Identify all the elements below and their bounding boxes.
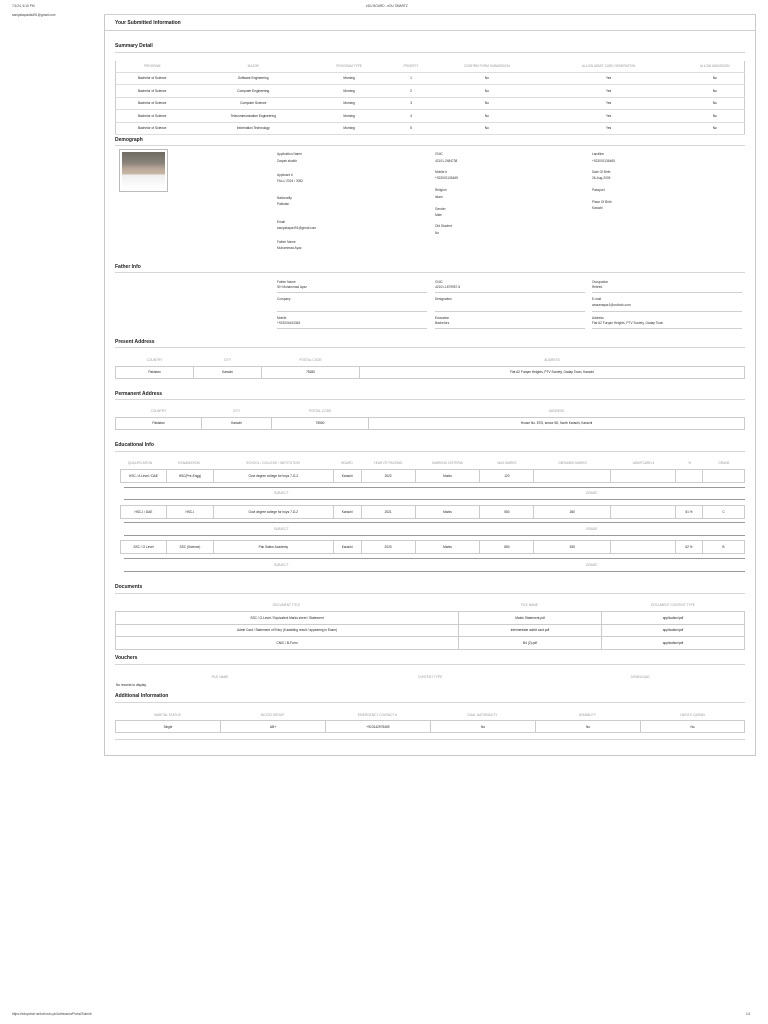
col-header: ADMITCARD # <box>632 461 655 465</box>
col-header: % <box>688 461 691 465</box>
cell <box>676 470 703 483</box>
col-header: MARITAL STATUS <box>154 713 181 717</box>
field-value: Pakistan <box>277 202 290 206</box>
table-row <box>116 72 745 85</box>
cell: Telecommunication Engineering <box>188 110 318 123</box>
cell: Morning <box>318 72 380 85</box>
col-header: BOARD <box>341 461 353 465</box>
cell: intermediate admit card.pdf <box>459 624 602 637</box>
cell: Admit Card / Statement of Entry (if awaiting result / appearing in Exam) <box>116 624 459 637</box>
col-header: ALLOW ADMIT CARD GENERATION <box>532 61 686 72</box>
cell: 2022 <box>361 470 415 483</box>
field-label: Landline <box>592 152 605 156</box>
col-header: DUAL NATIONALITY <box>467 713 498 717</box>
col-header: PRIORITY <box>380 61 442 72</box>
cell: AB+ <box>221 721 326 733</box>
cell: Marks <box>415 541 480 554</box>
field-label: Father Name <box>277 280 296 284</box>
cell: No <box>686 122 745 135</box>
table-row <box>116 85 745 98</box>
divider <box>115 52 745 53</box>
cell: Yes <box>532 97 686 110</box>
divider <box>104 30 756 31</box>
divider <box>592 328 742 329</box>
col-header: ADDRESS <box>548 408 565 413</box>
field-label: Designation <box>435 297 452 301</box>
table-row <box>121 506 745 519</box>
field-value: Flat A2 Furqan Heights, PTV Society, Gadap Town <box>592 321 664 325</box>
field-label: Email <box>277 220 285 224</box>
cell: No <box>686 72 745 85</box>
field-label: CNIC <box>435 152 443 156</box>
cell: 75280 <box>262 366 360 378</box>
col-header: ALLOW ADMISSION <box>686 61 745 72</box>
cell <box>611 541 676 554</box>
cell: Bachelor of Science <box>116 97 189 110</box>
cell: Software Engineering <box>188 72 318 85</box>
cell: 1 <box>380 72 442 85</box>
field-value: amaanayaz1@outlook.com <box>592 303 631 307</box>
divider <box>115 399 745 400</box>
divider <box>115 739 745 740</box>
table-row <box>116 110 745 123</box>
section-title-father: Father Info <box>115 264 141 270</box>
field-value: +923001136465 <box>435 176 458 180</box>
cell: Karachi <box>333 506 361 519</box>
cell: application/pdf <box>602 612 745 625</box>
education-header-row <box>115 458 745 468</box>
page-number: 1/1 <box>746 1012 751 1016</box>
cell: Pak Salem Academy <box>213 541 333 554</box>
cell: B <box>702 541 744 554</box>
cell: C <box>702 506 744 519</box>
cell: Yes <box>532 85 686 98</box>
section-title-vouchers: Vouchers <box>115 655 138 661</box>
cell: No <box>431 721 536 733</box>
summary-table <box>115 61 745 135</box>
cell: Karachi <box>202 417 272 429</box>
cell <box>611 506 676 519</box>
cell: No <box>686 97 745 110</box>
education-row <box>120 540 745 554</box>
cell <box>702 470 744 483</box>
cell: 4 <box>380 110 442 123</box>
cell <box>534 470 611 483</box>
field-label: Gender <box>435 207 446 211</box>
cell: HSC-I <box>166 506 213 519</box>
cell: Karachi <box>333 470 361 483</box>
sub-header-grade: GRADE <box>586 491 598 495</box>
cell: Matric Statement.pdf <box>459 612 602 625</box>
col-header: PROGRAM TYPE <box>318 61 380 72</box>
field-label: Occupation <box>592 280 609 284</box>
field-value: 42101-1879957-5 <box>435 285 461 289</box>
divider <box>124 487 745 488</box>
cell: HSC-I / DAE <box>121 506 167 519</box>
col-header: POSTAL CODE <box>299 357 322 362</box>
cell: Govt degree college for boys 7-D-2 <box>213 470 333 483</box>
divider <box>124 499 745 500</box>
divider <box>592 292 742 293</box>
print-datetime: 7/1/24, 6:15 PM <box>12 4 35 8</box>
divider <box>435 292 585 293</box>
print-title: eDU BOARD - eDU SMARTZ <box>366 4 408 8</box>
documents-rows <box>115 611 745 650</box>
field-label: Mobile # <box>435 170 448 174</box>
cell <box>611 470 676 483</box>
divider <box>115 272 745 273</box>
divider <box>435 311 585 312</box>
cell: Bachelor of Science <box>116 122 189 135</box>
section-title-demograph: Demograph <box>115 137 143 143</box>
table-row <box>116 721 745 733</box>
field-value: No <box>435 231 440 235</box>
cell: Computer Science <box>188 97 318 110</box>
cell: Pakistan <box>116 417 202 429</box>
field-value: SH Muhammad Ayaz <box>277 285 307 289</box>
cell: No <box>442 72 532 85</box>
sub-header-subject: SUBJECT <box>274 491 289 495</box>
divider <box>124 571 745 572</box>
col-header: EXAMINATION <box>178 461 200 465</box>
cell: 535 <box>534 541 611 554</box>
divider <box>592 311 742 312</box>
education-row <box>120 469 745 483</box>
field-value: +923004434363 <box>277 321 301 325</box>
cell: Yes <box>532 110 686 123</box>
cell: Morning <box>318 122 380 135</box>
col-header: MAJOR <box>188 61 318 72</box>
divider <box>277 311 427 312</box>
cell: 2020 <box>361 541 415 554</box>
divider <box>115 145 745 146</box>
cell: Morning <box>318 97 380 110</box>
section-title-summary: Summary Detail <box>115 43 153 49</box>
cell: +923142975459 <box>326 721 431 733</box>
field-label: Company <box>277 297 291 301</box>
cell: 5 <box>380 122 442 135</box>
cell: Information Technology <box>188 122 318 135</box>
col-header: MAX MARKS <box>497 461 517 465</box>
col-header: CITY <box>223 357 232 362</box>
cell: Computer Engineering <box>188 85 318 98</box>
col-header: FILE NAME <box>211 674 229 679</box>
cell: Morning <box>318 85 380 98</box>
panel-top-line <box>104 14 756 15</box>
col-header: COUNTRY <box>146 357 163 362</box>
cell: 3 <box>380 97 442 110</box>
cell: No <box>686 110 745 123</box>
field-value: Male <box>435 213 442 217</box>
field-label: Passport <box>592 188 605 192</box>
table-row <box>116 612 745 625</box>
col-header: DOWNLOAD <box>630 674 650 679</box>
cell: No <box>442 110 532 123</box>
field-value: +923001136465 <box>592 159 615 163</box>
present-address-table <box>115 354 745 379</box>
field-label: Date Of Birth <box>592 170 611 174</box>
divider <box>115 347 745 348</box>
cell: application/pdf <box>602 637 745 650</box>
cell: 75500 <box>272 417 369 429</box>
divider <box>124 522 745 523</box>
cell: No <box>442 97 532 110</box>
table-row <box>116 97 745 110</box>
field-label: Old Student <box>435 224 452 228</box>
cell: Single <box>116 721 221 733</box>
cell: Bachelor of Science <box>116 110 189 123</box>
cell: House No. 87/5, sector 5D, North Karachi, Karachi <box>369 417 745 429</box>
cell: 51 % <box>676 506 703 519</box>
cell: HSC(Pre-Engg) <box>166 470 213 483</box>
table-row <box>116 624 745 637</box>
cell: B4 (2).pdf <box>459 637 602 650</box>
field-value: Bachelors <box>435 321 450 325</box>
field-value: FALL/ 2024 / 3052 <box>277 179 304 183</box>
col-header: DISABILITY <box>578 713 597 717</box>
cell: 550 <box>480 506 534 519</box>
section-title-documents: Documents <box>115 584 143 590</box>
field-value: 42101-2484738 <box>435 159 458 163</box>
cell: 2021 <box>361 506 415 519</box>
divider <box>277 292 427 293</box>
cell: SSC / O-Level / Equivalent Marks sheet / Statement <box>116 612 459 625</box>
section-title-present-address: Present Address <box>115 339 155 345</box>
table-row <box>116 417 745 429</box>
section-title-permanent-address: Permanent Address <box>115 391 163 397</box>
sub-header-grade: GRADE <box>586 563 598 567</box>
field-value: 26-Aug-2005 <box>592 176 611 180</box>
divider <box>115 451 745 452</box>
col-header: DOCUMENT TITLE <box>272 603 301 607</box>
sub-header-grade: GRADE <box>586 527 598 531</box>
cell: Bachelor of Science <box>116 72 189 85</box>
divider <box>115 664 745 665</box>
cell: CNIC / B-Form <box>116 637 459 650</box>
field-value: Muhammad Ayaz <box>277 246 302 250</box>
field-label: Nationality <box>277 196 292 200</box>
field-value: Islam <box>435 195 443 199</box>
col-header: QUALIFICATION <box>127 461 153 465</box>
section-title-additional: Additional Information <box>115 693 169 699</box>
additional-table <box>115 720 745 733</box>
cell: 280 <box>534 506 611 519</box>
cell: application/pdf <box>602 624 745 637</box>
col-header: HAFIZ E QURAN <box>680 713 705 717</box>
vouchers-empty-message: No records to display. <box>116 683 147 687</box>
cell: Pakistan <box>116 366 194 378</box>
field-value: Retired <box>592 285 603 289</box>
cell: Govt degree college for boys 7-D-2 <box>213 506 333 519</box>
field-label: Father Name <box>277 240 296 244</box>
table-row <box>116 122 745 135</box>
col-header: EMERGENCY CONTACT # <box>357 713 398 717</box>
field-label: E-mail <box>592 297 602 301</box>
cell: 120 <box>480 470 534 483</box>
col-header: CONTENT TYPE <box>417 674 443 679</box>
field-label: Religion <box>435 188 447 192</box>
divider <box>124 558 745 559</box>
cell: 850 <box>480 541 534 554</box>
cell: No <box>641 721 745 733</box>
field-label: CNIC <box>435 280 443 284</box>
col-header: BLOOD GROUP <box>260 713 285 717</box>
field-label: Address <box>592 316 604 320</box>
field-label: Mobile <box>277 316 287 320</box>
col-header: SCHOOL / COLLEGE / INSTITUTION <box>246 461 300 465</box>
field-label: Education <box>435 316 450 320</box>
cell: No <box>536 721 641 733</box>
sub-header-subject: SUBJECT <box>274 527 289 531</box>
applicant-photo <box>119 149 168 192</box>
footer-url: https://eduportal.neduet.edu.pk/Admission/Portal/Submit <box>12 1012 92 1016</box>
col-header: ADDRESS <box>544 357 560 362</box>
cell: No <box>686 85 745 98</box>
col-header: PROGRAM <box>116 61 189 72</box>
field-value: Zaryab shaikh <box>277 159 298 163</box>
col-header: FILE NAME <box>521 603 538 607</box>
documents-table <box>115 600 745 610</box>
cell: Marks <box>415 506 480 519</box>
cell: Bachelor of Science <box>116 85 189 98</box>
divider <box>115 593 745 594</box>
col-header: POSTAL CODE <box>308 408 332 413</box>
cell: Yes <box>532 72 686 85</box>
sub-header-subject: SUBJECT <box>274 563 289 567</box>
col-header: CONFIRM FORM SUBMISSION <box>442 61 532 72</box>
cell: Flat A2 Furqan Heights, PTV Society, Gadap Town, Karachi <box>360 366 745 378</box>
field-value: Karachi <box>592 206 603 210</box>
cell: No <box>442 122 532 135</box>
table-row <box>121 470 745 483</box>
field-label: Applicant # <box>277 173 293 177</box>
col-header: MARKING CRITERIA <box>432 461 463 465</box>
user-email: saniyakapadia491@gmail.com <box>12 13 56 17</box>
cell: SSC / O Level <box>121 541 167 554</box>
col-header: CITY <box>232 408 241 413</box>
col-header: OBTAINED MARKS <box>558 461 587 465</box>
col-header: YEAR OF PASSING <box>373 461 403 465</box>
field-label: Application Name <box>277 152 302 156</box>
education-row <box>120 505 745 519</box>
permanent-address-table <box>115 405 745 430</box>
divider <box>277 328 427 329</box>
field-label: Place Of Birth <box>592 200 612 204</box>
table-row <box>116 637 745 650</box>
divider <box>124 535 745 536</box>
divider <box>435 328 585 329</box>
col-header: DOCUMENT CONTENT TYPE <box>651 603 695 607</box>
col-header: COUNTRY <box>150 408 167 413</box>
cell: No <box>442 85 532 98</box>
cell: 62 % <box>676 541 703 554</box>
cell: Yes <box>532 122 686 135</box>
vouchers-table <box>115 670 745 683</box>
table-row <box>121 541 745 554</box>
col-header: GRADE <box>718 461 730 465</box>
cell: Marks <box>415 470 480 483</box>
cell: SSC (Science) <box>166 541 213 554</box>
cell: Karachi <box>194 366 262 378</box>
cell: Karachi <box>333 541 361 554</box>
section-title-education: Educational Info <box>115 442 154 448</box>
cell: Morning <box>318 110 380 123</box>
field-value: saniyakapa491@gmail.com <box>277 226 317 230</box>
divider <box>115 702 745 703</box>
cell: 2 <box>380 85 442 98</box>
table-row <box>116 366 745 378</box>
page-title: Your Submitted Information <box>115 20 181 26</box>
cell: HSC / A Level / DAE <box>121 470 167 483</box>
